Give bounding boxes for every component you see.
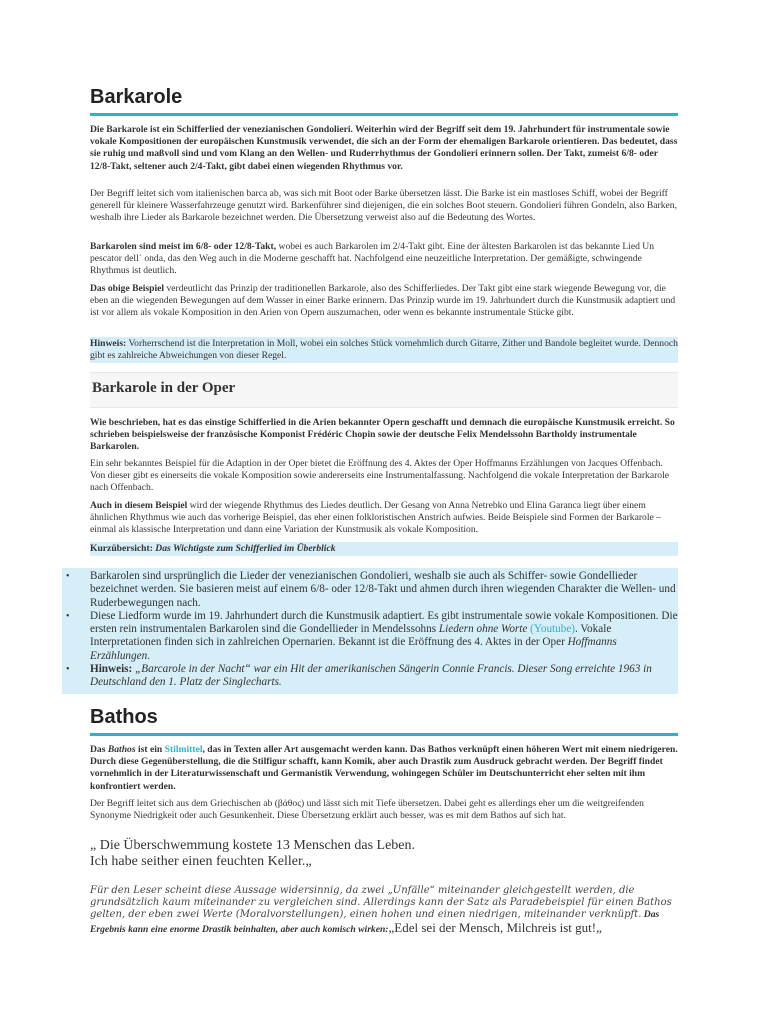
oper-summary-label: Kurzübersicht: Das Wichtigste zum Schifferlied im Überblick (90, 542, 678, 556)
bathos-paragraph-1: Der Begriff leitet sich aus dem Griechischen ab (βάθος) und lässt sich mit Tiefe übersetzen. Dabei geht es allerdings eher um die weitgreifenden Synonyme Niedrigkeit oder auch Gesunkenheit. Diese Übersetzung erklärt auch besser, was es mit dem Bathos auf sich hat. (90, 798, 644, 822)
oper-paragraph-1: Ein sehr bekanntes Beispiel für die Adaption in der Oper bietet die Eröffnung des 4. Aktes der Oper Hoffmanns Erzählungen von Jacques Offenbach. Von dieser gibt es einerseits die vokale Komposition sowie andererseits eine Instrumentalfassung. Nachfolgend die vokale Interpretation der Barkarole nach Offenbach. (90, 458, 670, 494)
youtube-link[interactable]: (Youtube) (527, 623, 576, 636)
bathos-intro: Das Bathos ist ein Stilmittel, das in Texten aller Art ausgemacht werden kann. Das Bathos verknüpft einen höheren Wert mit einem niedrigeren. Durch diese Gegenüberstellung, die die Stilfigur schafft, kann Komik, aber auch Drastik zum Ausdruck gebracht werden. Der Begriff findet vornehmlich in der Literaturwissenschaft und Germanistik Verwendung, wohingegen Schüler im Deutschunterricht eher selten mit ihm konfrontiert werden. (90, 744, 678, 792)
barkarole-hint-box: Hinweis: Vorherrschend ist die Interpretation in Moll, wobei ein solches Stück vornehmlich durch Gitarre, Zither und Bandole begleitet wurde. Dennoch gibt es zahlreiche Abweichungen von dieser Regel. (90, 337, 678, 363)
barkarole-intro: Die Barkarole ist ein Schifferlied der venezianischen Gondolieri. Weiterhin wird der Begriff seit dem 19. Jahrhundert für instrumentale sowie vokale Kompositionen der europäischen Kunstmusik verwendet, die sich an der Form der ehemaligen Barkarole orientieren. Das bedeutet, dass sie ruhig und maßvoll sind und vom Klang an den Wellen- und Ruderrhythmus der Gondolieri erinnern sollen. Der Takt, zumeist 6/8- oder 12/8-Takt, seltener auch 2/4-Takt, gibt dabei einen wiegenden Rhythmus vor. (90, 124, 678, 172)
list-item: • Hinweis: „Barcarole in der Nacht“ war ein Hit der amerikanischen Sängerin Connie Francis. Dieser Song erreichte 1963 in Deutschland den 1. Platz der Singlecharts. (62, 663, 678, 690)
title-underline (90, 113, 678, 116)
list-item: • Diese Liedform wurde im 19. Jahrhundert durch die Kunstmusik adaptiert. Es gibt instrumentale sowie vokale Kompositionen. Die ersten rein instrumentalen Barkarolen sind die Gondellieder in Mendelssohns Liedern ohne Worte (Youtube). Vokale Interpretationen finden sich in zahlreichen Opernarien. Bekannt ist die Eröffnung des 4. Aktes in der Oper Hoffmanns Erzählungen. (62, 610, 678, 663)
section-title-bathos: Bathos (90, 706, 158, 728)
bathos-paragraph-2: Für den Leser scheint diese Aussage widersinnig, da zwei „Unfälle“ miteinander gleichgestellt werden, die grundsätzlich kaum miteinander zu vergleichen sind. Allerdings kann der Satz als Paradebeispiel für einen Bathos gelten, der eben zwei Werte (Moralvorstellungen), einen hohen und einen niedrigen, miteinander verknüpft. Das Ergebnis kann eine enorme Drastik beinhalten, aber auch komisch wirken:„Edel sei der Mensch, Milchreis ist gut!„ (90, 885, 672, 935)
subsection-title-oper: Barkarole in der Oper (92, 380, 236, 396)
list-item: • Barkarolen sind ursprünglich die Lieder der venezianischen Gondolieri, weshalb sie auch als Schiffer- sowie Gondellieder bezeichnet werden. Sie basieren meist auf einem 6/8- oder 12/8-Takt und ahmen durch ihren wiegenden Charakter die Wellen- und Ruderbewegungen nach. (62, 570, 678, 610)
oper-intro: Wie beschrieben, hat es das einstige Schifferlied in die Arien bekannter Opern geschafft und demnach die europäische Kunstmusik erreicht. So schrieben beispielsweise der französische Komponist Frédéric Chopin sowie der deutsche Felix Mendelssohn Bartholdy instrumentale Barkarolen. (90, 417, 675, 453)
section-title-barkarole: Barkarole (90, 86, 183, 108)
title-underline (90, 733, 678, 736)
barkarole-paragraph-2: Barkarolen sind meist im 6/8- oder 12/8-Takt, wobei es auch Barkarolen im 2/4-Takt gibt. Eine der ältesten Barkarolen ist das bekannte Lied Un pescator dell´ onda, das den Weg auch in die Moderne geschafft hat. Nachfolgend eine neuzeitliche Interpretation. Der gemäßigte, schwingende Rhythmus ist deutlich. (90, 241, 655, 277)
quote-line: Ich habe seither einen feuchten Keller.„ (90, 854, 312, 869)
bathos-quote (90, 838, 415, 870)
summary-bullet-list (62, 568, 678, 694)
stilmittel-link[interactable]: Stilmittel (164, 744, 203, 755)
barkarole-paragraph-1: Der Begriff leitet sich vom italienischen barca ab, was sich mit Boot oder Barke übersetzen lässt. Die Barke ist ein mastloses Schiff, wobei der Begriff generell für kleinere Wasserfahrzeuge genutzt wird. Barkenführer sind diejenigen, die ein solches Boot steuern. Gondolieri führen Gondeln, also Barken, weshalb ihre Lieder als Barkarole bezeichnet werden. Die Übersetzung verweist also auf die Bedeutung des Wortes. (90, 188, 678, 224)
quote-line: „ Die Überschwemmung kostete 13 Menschen das Leben. (90, 838, 416, 853)
oper-paragraph-2: Auch in diesem Beispiel wird der wiegende Rhythmus des Liedes deutlich. Der Gesang von Anna Netrebko und Elina Garanca liegt über einem ähnlichen Rhythmus wie auch das vorherige Beispiel, das eher einen folkloristischen Anstrich aufwies. Beide Beispiele sind Formen der Barkarole – einmal als klassische Interpretation und dann eine Variation der Kunstmusik als vokale Komposition. (90, 500, 661, 536)
barkarole-paragraph-3: Das obige Beispiel verdeutlicht das Prinzip der traditionellen Barkarole, also des Schifferliedes. Der Takt gibt eine stark wiegende Bewegung vor, die eben an die wiegenden Bewegungen auf dem Wasser in einer Barke erinnern. Das Prinzip wurde im 19. Jahrhundert durch die Kunstmusik adaptiert und ist vor allem als vokale Komposition in den Arien von Opern auszumachen, oder wenn es bekannte instrumentale Stücke gibt. (90, 283, 676, 319)
